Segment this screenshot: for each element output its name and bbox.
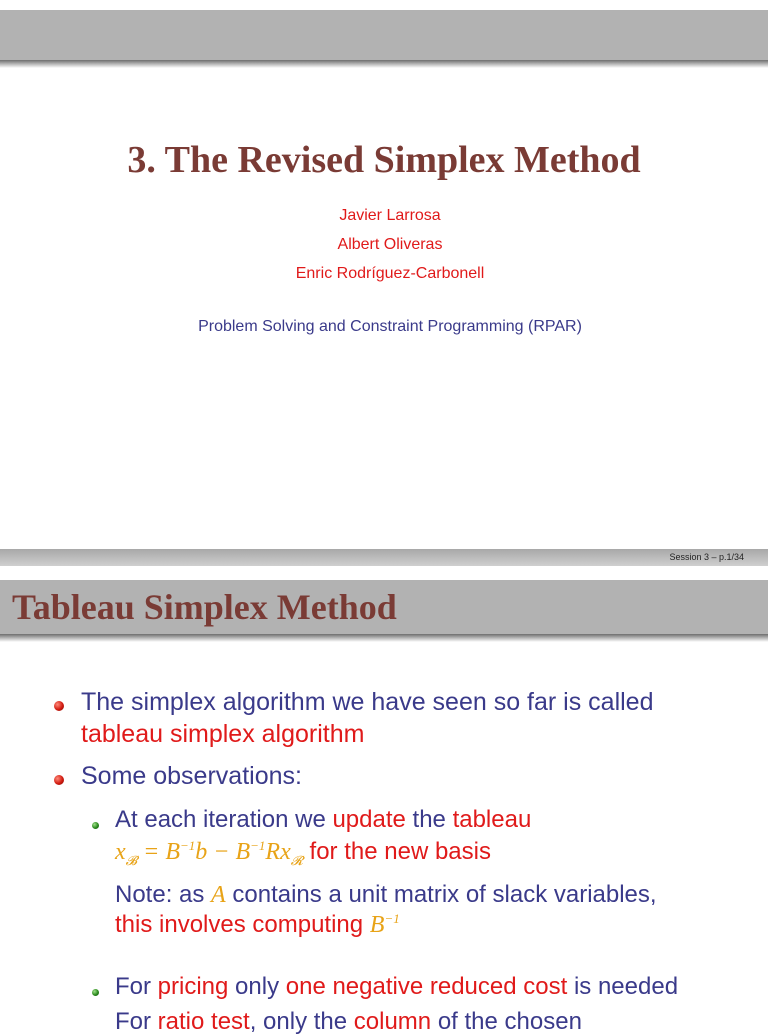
- math-sup: −1: [250, 838, 266, 853]
- slide-title: Tableau Simplex Method: [12, 587, 397, 627]
- sub-bullet-text: [115, 1008, 582, 1036]
- slide1-header-bar: [0, 10, 768, 60]
- highlight-span: new basis: [384, 838, 491, 865]
- note-line: [115, 911, 400, 939]
- slide2-header-shadow: [0, 634, 768, 642]
- math-A: A: [211, 882, 226, 908]
- text-span: the: [405, 806, 453, 833]
- highlight-span: ratio test: [157, 1008, 250, 1035]
- math-sup: −1: [179, 838, 196, 853]
- math-formula: $x_𝓑 = B^{-1}b - B^{-1}Rx_𝓡$: [115, 838, 303, 868]
- highlight-span: tableau: [452, 806, 532, 833]
- sub-bullet-icon: [92, 822, 99, 829]
- highlight-span: one negative reduced cost: [285, 973, 568, 1000]
- math-B: [370, 912, 400, 938]
- author-name: Enric Rodríguez-Carbonell: [295, 265, 485, 282]
- bullet-icon: [54, 775, 64, 785]
- math-rest: Rx: [265, 839, 291, 865]
- highlight-span: for the: [302, 838, 385, 865]
- highlight-span: update: [332, 806, 406, 833]
- math-x: x: [115, 839, 126, 865]
- highlight-span: pricing: [157, 973, 229, 1000]
- text-span: is needed: [567, 973, 679, 1000]
- author-name: Albert Oliveras: [337, 236, 443, 253]
- text-span: this involves computing: [115, 911, 370, 938]
- bullet-text: tableau simplex algorithm: [81, 720, 365, 748]
- text-span: , only the: [249, 1008, 354, 1035]
- text-span: For: [115, 1008, 158, 1035]
- bullet-text: Some observations:: [81, 762, 302, 790]
- math-eq: = B: [137, 839, 180, 865]
- math-B-letter: B: [369, 912, 385, 938]
- bullet-text: The simplex algorithm we have seen so far is called: [81, 688, 654, 716]
- page-number: Session 3 – p.1/34: [669, 552, 744, 562]
- highlight-span: column: [353, 1008, 432, 1035]
- slide1-footer-bar: [0, 549, 768, 566]
- text-span: of the chosen: [431, 1008, 582, 1035]
- text-span: For: [115, 973, 158, 1000]
- bullet-icon: [54, 701, 64, 711]
- text-span: only: [228, 973, 286, 1000]
- text-span: contains a unit matrix of slack variables,: [225, 881, 657, 908]
- course-name: Problem Solving and Constraint Programming (RPAR): [198, 318, 582, 335]
- author-name: Javier Larrosa: [339, 207, 441, 224]
- text-span: At each iteration we: [115, 806, 333, 833]
- sub-bullet-text: [115, 806, 531, 834]
- math-b: b − B: [195, 839, 251, 865]
- text-span: Note: as: [115, 881, 212, 908]
- sub-bullet-text: [115, 973, 678, 1001]
- slide-title: 3. The Revised Simplex Method: [127, 139, 641, 181]
- formula-line: [115, 838, 491, 869]
- math-sup: −1: [384, 911, 400, 926]
- slide1-header-shadow: [0, 60, 768, 68]
- sub-bullet-icon: [92, 989, 99, 996]
- note-line: [115, 881, 657, 909]
